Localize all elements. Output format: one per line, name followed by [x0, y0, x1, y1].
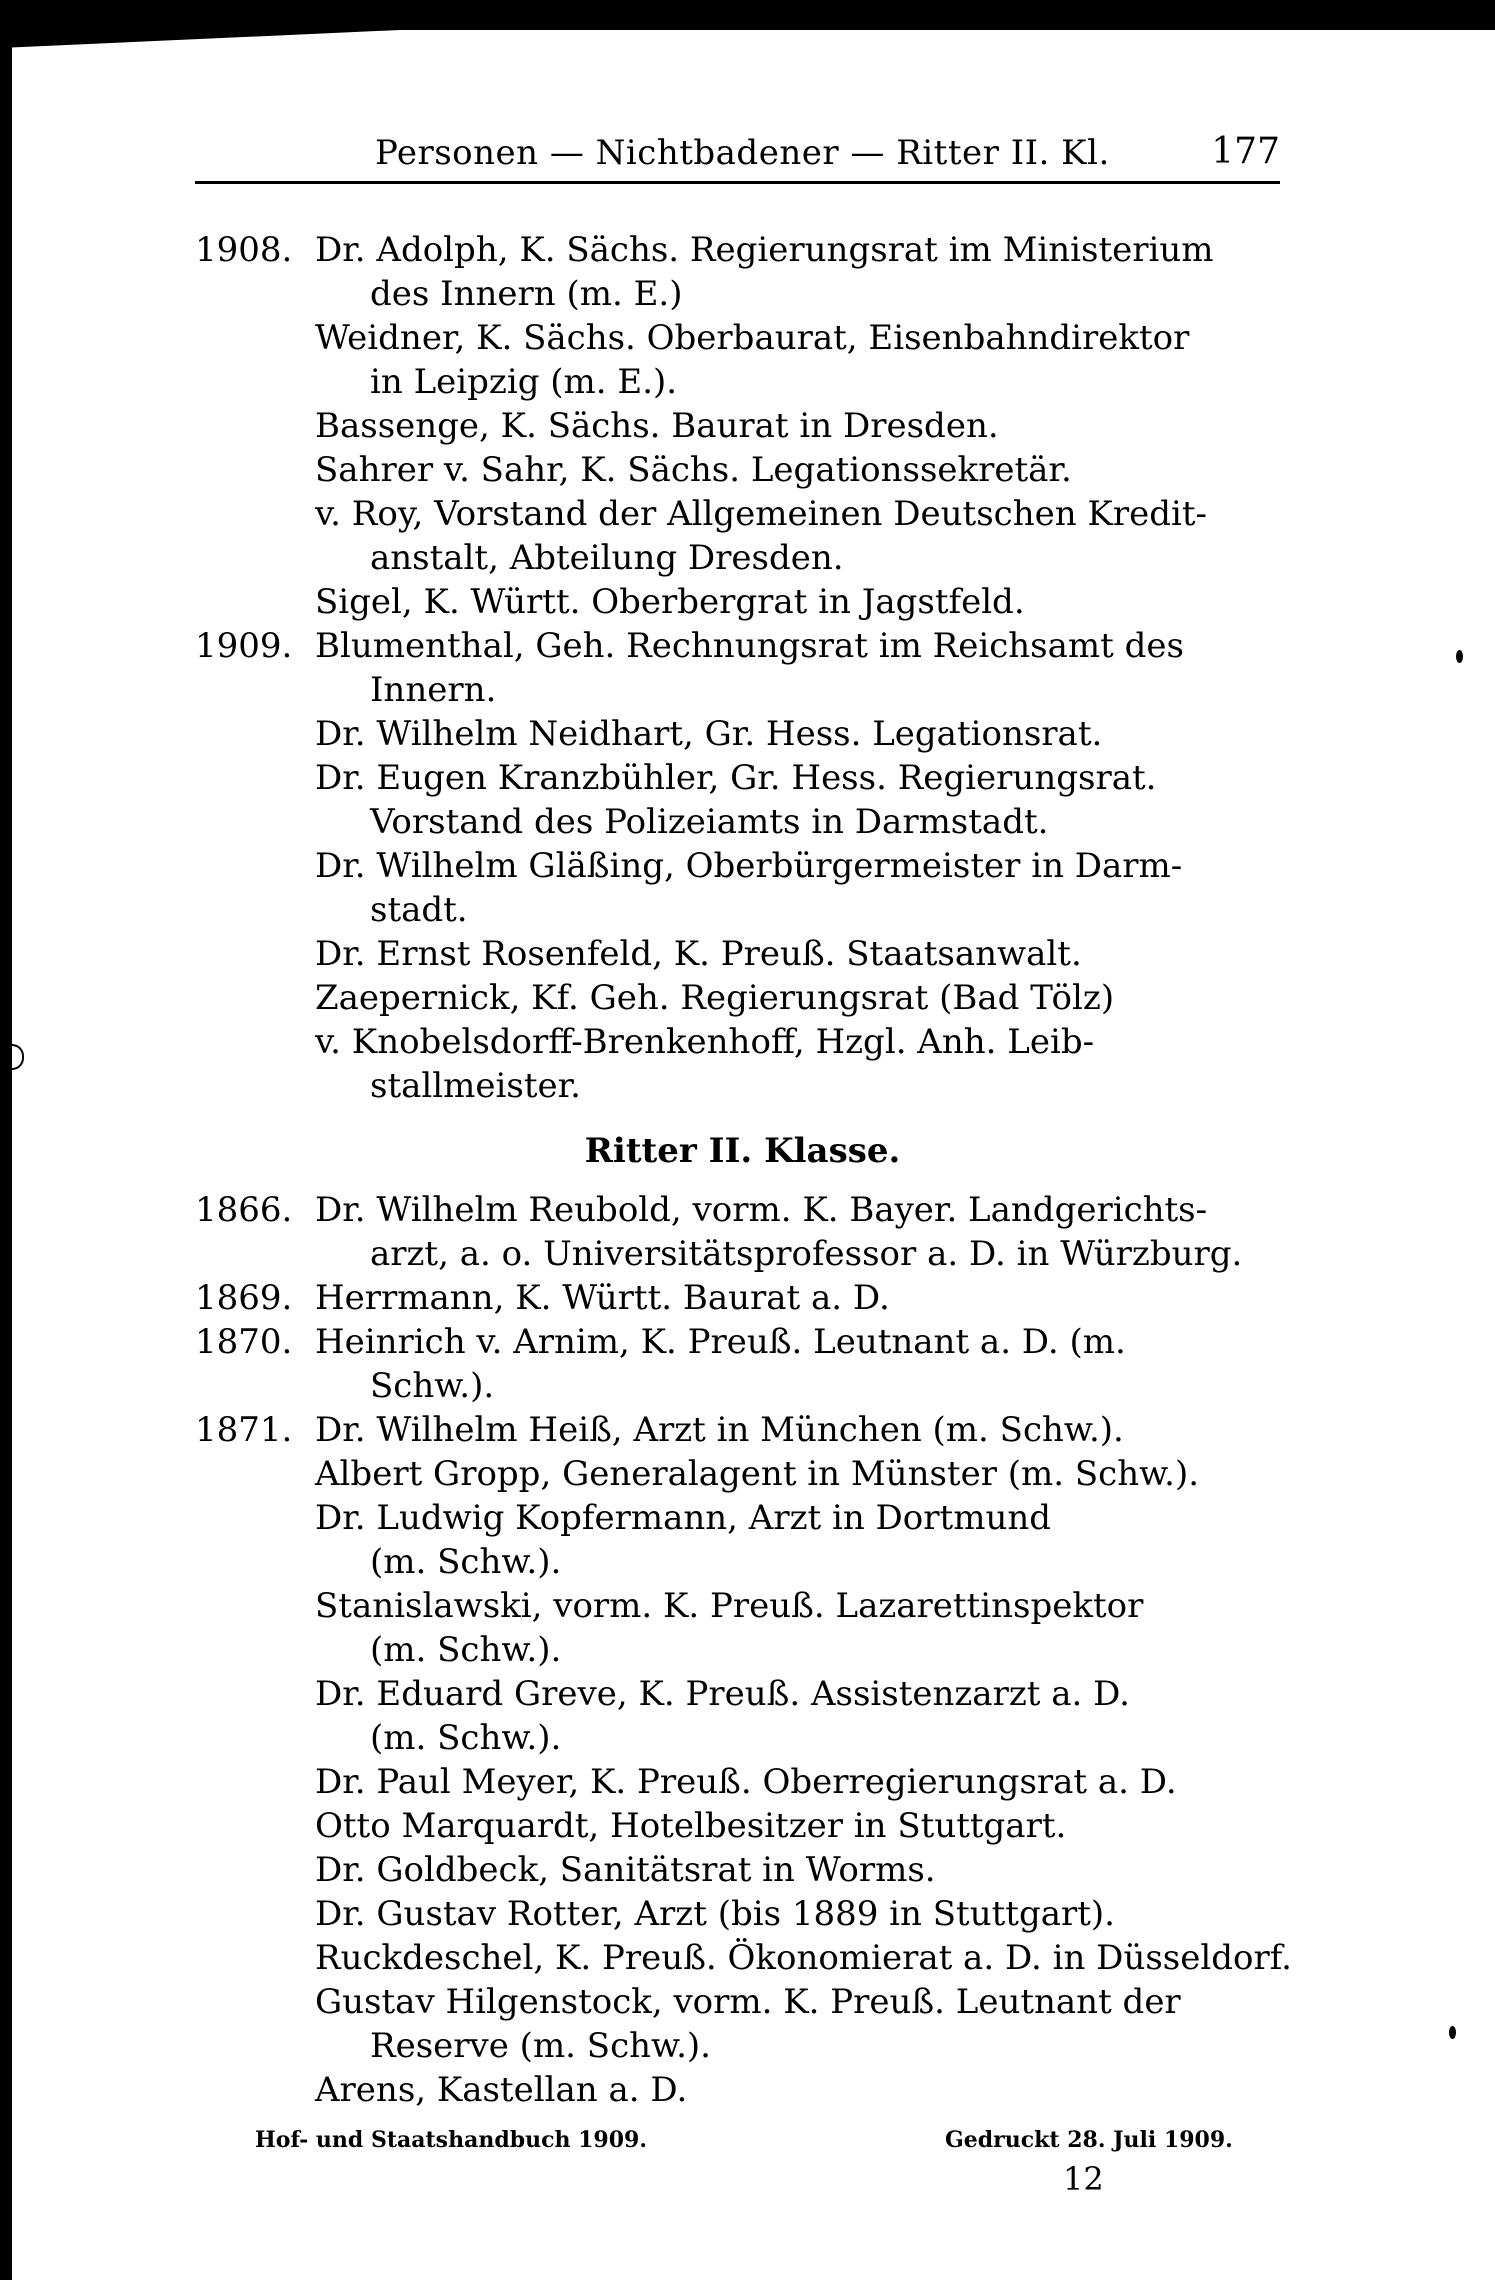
entry-text: Zaepernick, Kf. Geh. Regierungsrat (Bad Tölz)	[315, 978, 1115, 1018]
entry-text: Gustav Hilgenstock, vorm. K. Preuß. Leutnant der	[315, 1982, 1181, 2022]
entry-line	[195, 976, 1290, 1020]
entry-text: stallmeister.	[370, 1066, 581, 1106]
entry-line	[195, 712, 1290, 756]
entry-line	[195, 1276, 1290, 1320]
entry-text: Weidner, K. Sächs. Oberbaurat, Eisenbahndirektor	[315, 318, 1190, 358]
entry-continuation-line	[195, 1540, 1290, 1584]
entry-line	[195, 1892, 1290, 1936]
entry-continuation-line	[195, 272, 1290, 316]
binding-hole-mark	[8, 1044, 24, 1070]
entry-line	[195, 756, 1290, 800]
entry-continuation-line	[195, 1716, 1290, 1760]
entry-continuation-line	[195, 1364, 1290, 1408]
scan-border-left	[0, 0, 12, 2280]
footer-print-date: Gedruckt 28. Juli 1909.	[945, 2127, 1233, 2153]
entry-year: 1869.	[195, 1278, 293, 1318]
entry-line	[195, 624, 1290, 668]
entry-year: 1870.	[195, 1322, 293, 1362]
entry-line	[195, 492, 1290, 536]
entry-line	[195, 1496, 1290, 1540]
entry-text: Arens, Kastellan a. D.	[315, 2070, 688, 2110]
entry-text: Dr. Paul Meyer, K. Preuß. Oberregierungsrat a. D.	[315, 1762, 1177, 1802]
entry-line	[195, 1584, 1290, 1628]
entry-text: Innern.	[370, 670, 497, 710]
entry-line	[195, 448, 1290, 492]
scan-border-wedge	[0, 30, 400, 48]
entry-text: des Innern (m. E.)	[370, 274, 683, 314]
entry-line	[195, 844, 1290, 888]
entry-line	[195, 1936, 1290, 1980]
entry-text: v. Knobelsdorff-Brenkenhoff, Hzgl. Anh. Leib-	[315, 1022, 1095, 1062]
ink-speck	[1456, 650, 1463, 663]
entry-text: stadt.	[370, 890, 468, 930]
entry-line	[195, 1804, 1290, 1848]
entry-text: Dr. Goldbeck, Sanitätsrat in Worms.	[315, 1850, 936, 1890]
entry-year: 1866.	[195, 1190, 293, 1230]
entry-line	[195, 2068, 1290, 2112]
entry-text: arzt, a. o. Universitätsprofessor a. D. in Würzburg.	[370, 1234, 1243, 1274]
entry-year: 1908.	[195, 230, 293, 270]
entry-text: Dr. Wilhelm Neidhart, Gr. Hess. Legationsrat.	[315, 714, 1103, 754]
entry-continuation-line	[195, 1628, 1290, 1672]
entry-text: Dr. Wilhelm Reubold, vorm. K. Bayer. Landgerichts-	[315, 1190, 1208, 1230]
entry-text: Heinrich v. Arnim, K. Preuß. Leutnant a. D. (m.	[315, 1322, 1126, 1362]
entry-text: Dr. Ernst Rosenfeld, K. Preuß. Staatsanwalt.	[315, 934, 1082, 974]
entry-text: Dr. Wilhelm Gläßing, Oberbürgermeister in Darm-	[315, 846, 1183, 886]
entry-line	[195, 1408, 1290, 1452]
entry-text: Albert Gropp, Generalagent in Münster (m. Schw.).	[315, 1454, 1200, 1494]
entry-line	[195, 1452, 1290, 1496]
entry-text: Dr. Wilhelm Heiß, Arzt in München (m. Schw.).	[315, 1410, 1124, 1450]
entry-text: (m. Schw.).	[370, 1542, 562, 1582]
entry-year: 1871.	[195, 1410, 293, 1450]
entry-text: Otto Marquardt, Hotelbesitzer in Stuttgart.	[315, 1806, 1067, 1846]
page-body	[195, 228, 1290, 2112]
running-head-title: Personen — Nichtbadener — Ritter II. Kl.	[375, 133, 1110, 173]
entry-list-part1	[195, 228, 1290, 1108]
entry-text: Dr. Eduard Greve, K. Preuß. Assistenzarzt a. D.	[315, 1674, 1130, 1714]
entry-continuation-line	[195, 1232, 1290, 1276]
footer-publication: Hof- und Staatshandbuch 1909.	[255, 2127, 648, 2153]
entry-text: Blumenthal, Geh. Rechnungsrat im Reichsamt des	[315, 626, 1184, 666]
scan-border-top	[0, 0, 1495, 30]
entry-line	[195, 1848, 1290, 1892]
section-heading: Ritter II. Klasse.	[584, 1131, 901, 1171]
entry-continuation-line	[195, 536, 1290, 580]
entry-text: Vorstand des Polizeiamts in Darmstadt.	[370, 802, 1049, 842]
entry-continuation-line	[195, 888, 1290, 932]
entry-line	[195, 228, 1290, 272]
entry-text: Dr. Adolph, K. Sächs. Regierungsrat im Ministerium	[315, 230, 1214, 270]
entry-text: Ruckdeschel, K. Preuß. Ökonomierat a. D. in Düsseldorf.	[315, 1938, 1292, 1978]
entry-list-part2	[195, 1188, 1290, 2112]
entry-text: in Leipzig (m. E.).	[370, 362, 678, 402]
entry-text: Schw.).	[370, 1366, 495, 1406]
entry-text: Bassenge, K. Sächs. Baurat in Dresden.	[315, 406, 999, 446]
entry-line	[195, 580, 1290, 624]
entry-text: Herrmann, K. Württ. Baurat a. D.	[315, 1278, 890, 1318]
entry-text: Dr. Eugen Kranzbühler, Gr. Hess. Regierungsrat.	[315, 758, 1157, 798]
entry-text: Sigel, K. Württ. Oberbergrat in Jagstfeld.	[315, 582, 1025, 622]
entry-line	[195, 1672, 1290, 1716]
entry-text: (m. Schw.).	[370, 1630, 562, 1670]
entry-line	[195, 1980, 1290, 2024]
entry-text: anstalt, Abteilung Dresden.	[370, 538, 844, 578]
entry-continuation-line	[195, 2024, 1290, 2068]
entry-year: 1909.	[195, 626, 293, 666]
entry-text: Sahrer v. Sahr, K. Sächs. Legationssekretär.	[315, 450, 1072, 490]
entry-line	[195, 1188, 1290, 1232]
printer-signature: 12	[1063, 2160, 1104, 2198]
entry-line	[195, 1320, 1290, 1364]
entry-continuation-line	[195, 668, 1290, 712]
entry-text: (m. Schw.).	[370, 1718, 562, 1758]
entry-text: v. Roy, Vorstand der Allgemeinen Deutschen Kredit-	[315, 494, 1207, 534]
entry-text: Reserve (m. Schw.).	[370, 2026, 711, 2066]
entry-text: Dr. Ludwig Kopfermann, Arzt in Dortmund	[315, 1498, 1051, 1538]
page-number: 177	[1211, 131, 1280, 172]
entry-continuation-line	[195, 800, 1290, 844]
entry-line	[195, 1020, 1290, 1064]
entry-continuation-line	[195, 1064, 1290, 1108]
entry-line	[195, 1760, 1290, 1804]
entry-text: Stanislawski, vorm. K. Preuß. Lazarettinspektor	[315, 1586, 1144, 1626]
ink-speck	[1449, 2026, 1456, 2039]
entry-continuation-line	[195, 360, 1290, 404]
entry-line	[195, 404, 1290, 448]
entry-line	[195, 316, 1290, 360]
running-head	[195, 125, 1280, 184]
entry-text: Dr. Gustav Rotter, Arzt (bis 1889 in Stuttgart).	[315, 1894, 1115, 1934]
entry-line	[195, 932, 1290, 976]
